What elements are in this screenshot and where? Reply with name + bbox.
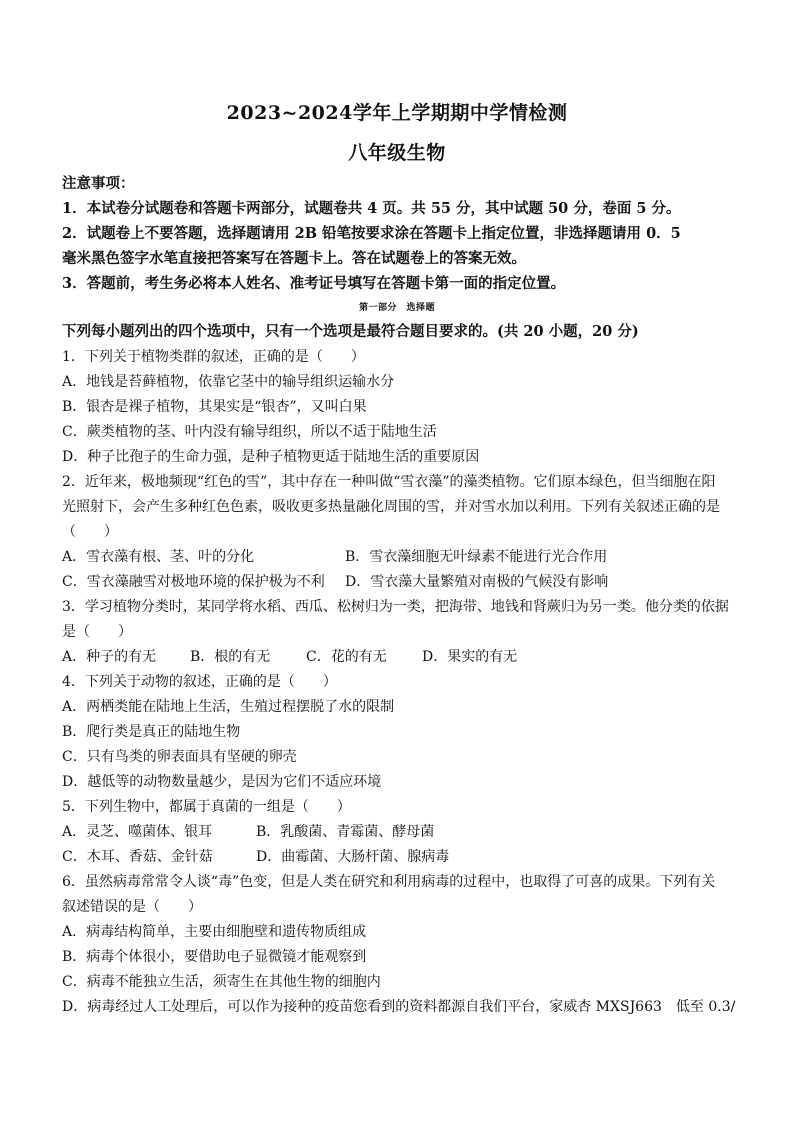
question-4-option-c: C．只有鸟类的卵表面具有坚硬的卵壳 (62, 749, 297, 765)
question-6-stem-line-2: 叙述错误的是（ ） (62, 899, 202, 915)
notice-item-2-line-1: 2．试题卷上不要答题，选择题请用 2B 铅笔按要求涂在答题卡上指定位置，非选择题请用 0．5 (62, 225, 681, 242)
question-5-option-c: C．木耳、香菇、金针菇 (62, 849, 213, 865)
question-2-stem-line-1: 2．近年来，极地频现“红色的雪”，其中存在一种叫做“雪衣藻”的藻类植物。它们原本绿色，但当细胞在阳 (62, 474, 716, 490)
question-2-option-b: B．雪衣藻细胞无叶绿素不能进行光合作用 (345, 549, 608, 565)
question-1-option-c: C．蕨类植物的茎、叶内没有输导组织，所以不适于陆地生活 (62, 424, 437, 440)
question-6-option-a: A．病毒结构简单，主要由细胞壁和遗传物质组成 (62, 924, 367, 940)
question-5-option-d: D．曲霉菌、大肠杆菌、腺病毒 (256, 849, 450, 865)
question-5-stem: 5．下列生物中，都属于真菌的一组是（ ） (62, 799, 351, 815)
question-2-stem-line-3: （ ） (62, 524, 118, 540)
question-5-option-a: A．灵芝、噬菌体、银耳 (62, 824, 213, 840)
page-title: 2023~2024学年上学期期中学情检测 (226, 102, 568, 124)
question-6-option-b: B．病毒个体很小，要借助电子显微镜才能观察到 (62, 949, 367, 965)
question-2-option-c: C．雪衣藻融雪对极地环境的保护极为不利 (62, 574, 325, 590)
question-6-option-d: D．病毒经过人工处理后，可以作为接种的疫苗您看到的资料都源自我们平台，家威杏 MXSJ663 低至 0.3/ (62, 999, 736, 1015)
question-5-option-b: B．乳酸菌、青霉菌、酵母菌 (256, 824, 435, 840)
question-4-stem: 4．下列关于动物的叙述，正确的是（ ） (62, 674, 337, 690)
question-1-option-b: B．银杏是裸子植物，其果实是“银杏”，又叫白果 (62, 399, 367, 415)
question-3-option-d: D．果实的有无 (422, 649, 518, 665)
question-3-stem-line-2: 是（ ） (62, 624, 132, 640)
question-1-option-d: D．种子比孢子的生命力强，是种子植物更适于陆地生活的重要原因 (62, 449, 480, 465)
section-instruction: 下列每小题列出的四个选项中，只有一个选项是最符合题目要求的。(共 20 小题，20 分) (62, 323, 639, 340)
section-title: 第一部分 选择题 (358, 303, 435, 313)
notice-heading: 注意事项： (62, 175, 135, 192)
question-3-option-b: B．根的有无 (190, 649, 271, 665)
notice-item-3: 3．答题前，考生务必将本人姓名、准考证号填写在答题卡第一面的指定位置。 (62, 275, 566, 292)
question-4-option-a: A．两栖类能在陆地上生活，生殖过程摆脱了水的限制 (62, 699, 395, 715)
question-1-option-a: A．地钱是苔藓植物，依靠它茎中的输导组织运输水分 (62, 374, 395, 390)
page-subtitle: 八年级生物 (348, 142, 446, 164)
question-3-option-c: C．花的有无 (306, 649, 387, 665)
question-4-option-b: B．爬行类是真正的陆地生物 (62, 724, 241, 740)
question-6-option-c: C．病毒不能独立生活，须寄生在其他生物的细胞内 (62, 974, 381, 990)
question-3-stem-line-1: 3．学习植物分类时，某同学将水稻、西瓜、松树归为一类，把海带、地钱和肾蕨归为另一类。他分类的依据 (62, 599, 729, 615)
notice-item-2-line-2: 毫米黑色签字水笔直接把答案写在答题卡上。答在试题卷上的答案无效。 (62, 250, 526, 267)
question-4-option-d: D．越低等的动物数量越少，是因为它们不适应环境 (62, 774, 382, 790)
question-1-stem: 1．下列关于植物类群的叙述，正确的是（ ） (62, 349, 365, 365)
question-2-stem-line-2: 光照射下，会产生多种红色色素，吸收更多热量融化周围的雪，并对雪水加以利用。下列有关叙述正确的是 (62, 499, 720, 515)
question-6-stem-line-1: 6．虽然病毒常常令人谈“毒”色变，但是人类在研究和利用病毒的过程中，也取得了可喜的成果。下列有关 (62, 874, 716, 890)
question-2-option-a: A．雪衣藻有根、茎、叶的分化 (62, 549, 255, 565)
question-3-option-a: A．种子的有无 (62, 649, 157, 665)
question-2-option-d: D．雪衣藻大量繁殖对南极的气候没有影响 (345, 574, 609, 590)
notice-item-1: 1．本试卷分试题卷和答题卡两部分，试题卷共 4 页。共 55 分，其中试题 50 分，卷面 5 分。 (62, 200, 681, 217)
